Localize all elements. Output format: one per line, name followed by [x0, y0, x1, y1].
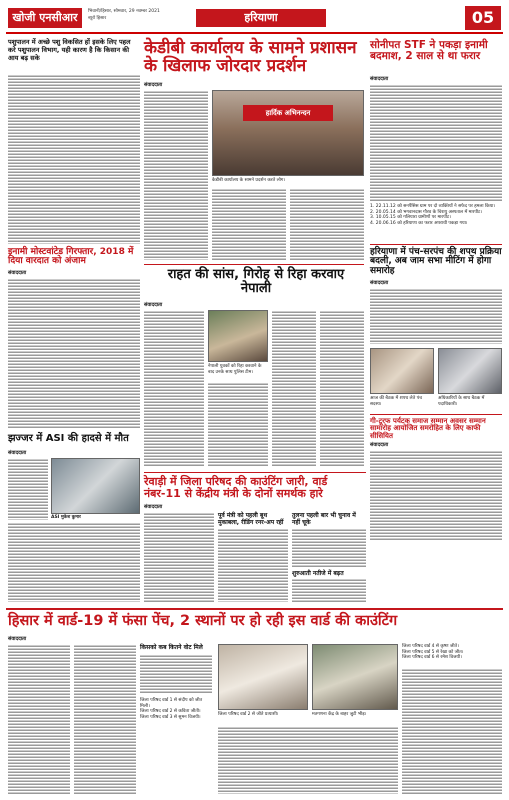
hisar-result-5: जिला परिषद वार्ड 5 से रेखा को जीत।: [402, 649, 464, 655]
jhajjar-body-text-2: [8, 522, 140, 602]
hisar-photo-left: [218, 644, 308, 710]
hisar-body-col5: [402, 668, 502, 794]
jhajjar-headline: झज्जर में ASI की हादसे में मौत: [8, 433, 129, 444]
hisar-body-col4: [218, 726, 398, 794]
nepali-photo: [208, 310, 268, 362]
panch-byline: संवाददाता: [370, 280, 389, 286]
hisar-results-list-2: [402, 644, 502, 661]
hisar-photo-mid: [312, 644, 398, 710]
hisar-body-col2: [74, 644, 136, 794]
panch-photo-right: [438, 348, 502, 394]
stf-body-text: [370, 84, 502, 202]
lead-photo-banner: हार्दिक अभिनन्दन: [243, 105, 333, 121]
masthead-brand: खोजी एनसीआर: [8, 8, 82, 28]
lead-body-col1: [144, 90, 208, 260]
rewari-body-col1: [144, 512, 214, 602]
lead-headline: केडीबी कार्यालय के सामने प्रशासन के खिलाफ जोरदार प्रदर्शन: [144, 38, 357, 76]
hisar-sub1: किसको कब कितने वोट मिले: [140, 644, 203, 651]
rewari-sub3: शुरुआती नतीजे में बढ़त: [292, 570, 344, 577]
panch-photo-left: [370, 348, 434, 394]
lead-byline: संवाददाता: [144, 82, 163, 88]
jhajjar-body-text: [8, 458, 48, 520]
jhajjar-name-tag: ASI मुकेश कुमार: [51, 515, 81, 520]
rewari-top-rule: [144, 472, 366, 473]
masthead-meta: [88, 8, 160, 22]
panch-body-text: [370, 288, 502, 344]
hisar-result-6: जिला परिषद वार्ड 6 से रमेश विजयी।: [402, 655, 462, 660]
nepali-top-rule: [144, 264, 364, 265]
edition-date: भिवानी/हिसार, सोमवार, 29 नवम्बर 2021: [88, 9, 160, 14]
inami-byline: संवाददाता: [8, 270, 27, 276]
panch-caption-left: आज की बैठक में शपथ लेते पंच सदस्य।: [370, 396, 422, 407]
lead-body-col3: [290, 188, 364, 260]
page-header: [6, 4, 503, 34]
inami-body-text: [8, 278, 140, 428]
hisar-result-2: जिला परिषद वार्ड 2 से कविता जीती।: [140, 709, 201, 714]
nepali-body-col1: [144, 310, 204, 466]
nepali-body-col3: [272, 310, 316, 466]
hisar-result-4: जिला परिषद वार्ड 4 से कृष्ण जीते।: [402, 644, 459, 649]
nepali-headline: राहत की सांस, गिरोह से रिहा करवाए नेपाली: [167, 267, 345, 296]
jhajjar-photo: [51, 458, 140, 514]
hisar-byline: संवाददाता: [8, 636, 27, 642]
hisar-headline: हिसार में वार्ड-19 में फंसा पेंच, 2 स्थानों पर हो रही इस वार्ड की काउंटिंग: [8, 613, 398, 629]
arunachal-byline: संवाददाता: [370, 442, 389, 448]
hisar-results-list: [140, 698, 212, 720]
nepali-photo-caption: नेपाली युवकों को रिहा करवाने के बाद उनके साथ पुलिस टीम।: [208, 364, 262, 375]
lead-deck: पशुपालन में अच्छे पशु विकसित हों इसके लिए पहल करे पशुपालन विभाग, यही कारण है कि किसान की आय बढ़ सके: [8, 38, 131, 62]
stf-point-4: 4. 20.06.16 को हरियाणा का फरार अपराधी पकड़ा गया।: [370, 220, 468, 226]
arunachal-headline: गी-टूरफ पर्यटक समाज सम्मान अवसर सम्मान सामारोह आयोजित समरोहित के लिए काफी सीसियित: [370, 417, 486, 440]
lead-body-col2: [212, 188, 286, 260]
stf-points: [370, 204, 502, 226]
hisar-body-col1: [8, 644, 70, 794]
rewari-byline: संवाददाता: [144, 504, 163, 510]
panch-caption-right: अधिकारियों के साथ बैठक में पदाधिकारी।: [438, 396, 485, 407]
lead-body-text: [8, 74, 140, 244]
hisar-caption-left: जिला परिषद वार्ड 2 से जीते प्रत्याशी।: [218, 712, 279, 717]
stf-headline: सोनीपत STF ने पकड़ा इनामी बदमाश, 2 साल से था फरार: [370, 39, 488, 63]
edition-bureau: ब्यूरो हिसार: [88, 16, 107, 21]
stf-point-1: 1. 22.11.12 को सनपैसिस ग्राम पर दो व्यक्तियों ने सफेद पर हमला किया।: [370, 204, 496, 209]
page-number: 05: [465, 6, 501, 30]
section-title: हरियाणा: [196, 9, 326, 27]
inami-headline: इनामी मोस्टवांटेड गिरफ्तार, 2018 में दिया वारदात को अंजाम: [8, 247, 134, 267]
rewari-headline: रेवाड़ी में जिला परिषद की काउंटिंग जारी, वार्ड नंबर-11 से केंद्रीय मंत्री के दोनों समर्थक हारे: [144, 475, 328, 500]
rewari-body-col2: [218, 528, 288, 602]
rewari-body-col3: [292, 528, 366, 568]
hisar-top-rule: [6, 608, 503, 610]
lead-photo-caption: केडीबी कार्यालय के सामने प्रदर्शन करते लोग।: [212, 178, 286, 183]
stf-byline: संवाददाता: [370, 76, 389, 82]
panch-top-rule: [370, 244, 502, 245]
stf-point-3: 3. 10.05.15 को गलियारा ग्रामीणों पर मारपीट।: [370, 215, 451, 220]
hisar-caption-mid: मतगणना केंद्र के बाहर जुटी भीड़।: [312, 712, 367, 717]
arunachal-top-rule: [370, 414, 502, 415]
stf-point-2: 2. 20.05.14 को भगवानदास गौरव के चिरायु अस्पताल में मारपीट।: [370, 209, 483, 215]
lead-photo: [212, 90, 364, 176]
nepali-body-col4: [320, 310, 364, 466]
hisar-body-col3: [140, 654, 212, 694]
nepali-body-col2: [208, 382, 268, 466]
rewari-sub2: तुलना पहली बार भी चुनाव में नहीं चूके: [292, 512, 356, 526]
panch-headline: हरियाणा में पंच-सरपंच की शपथ प्रक्रिया बदली, अब जाम सभा मीटिंग में होगा समारोह: [370, 247, 502, 276]
rewari-body-col3b: [292, 578, 366, 602]
arunachal-body-text: [370, 450, 502, 540]
jhajjar-byline: संवाददाता: [8, 450, 27, 456]
hisar-result-1: जिला परिषद वार्ड 1 से संदीप को जीत मिली।: [140, 698, 203, 709]
nepali-byline: संवाददाता: [144, 302, 163, 308]
rewari-sub1: पूर्व मंत्री को पहली बूथ मुकाबला, रीडिंग रनर-अप रहीं: [218, 512, 284, 526]
hisar-result-3: जिला परिषद वार्ड 3 से सुमन विजयी।: [140, 714, 201, 720]
newspaper-page: [6, 4, 503, 796]
